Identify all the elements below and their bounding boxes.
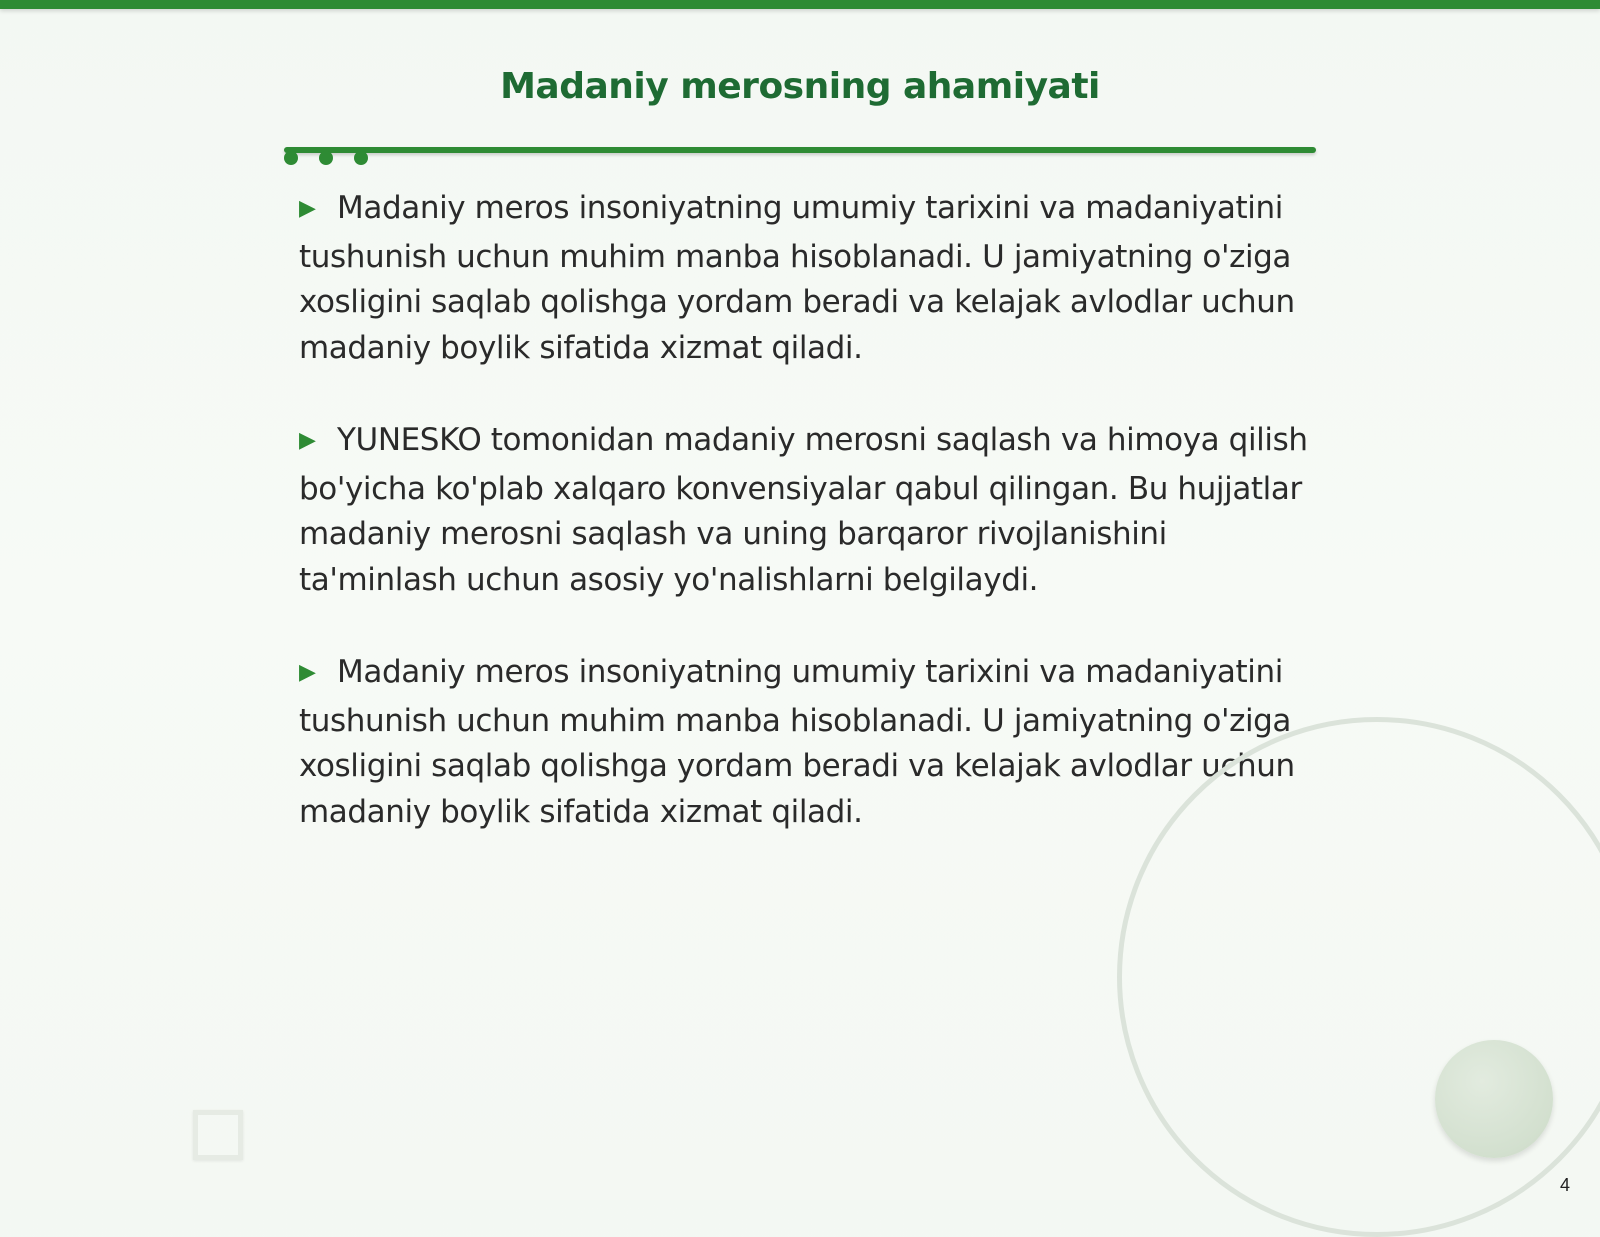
top-accent-bar (0, 0, 1600, 9)
decorative-dot (284, 151, 298, 165)
decorative-dot (319, 151, 333, 165)
decorative-square (193, 1110, 243, 1160)
bullet-item (299, 418, 1309, 603)
bullet-text: YUNESKO tomonidan madaniy merosni saqlash va himoya qilish bo'yicha ko'plab xalqaro konvensiyalar qabul qilingan. Bu hujjatlar madaniy merosni saqlash va uning barqaror rivojlanishini ta'minlash uchun asosiy yo'nalishlarni belgilaydi. (299, 422, 1308, 598)
bullet-item (299, 186, 1309, 371)
bullet-text: Madaniy meros insoniyatning umumiy tarixini va madaniyatini tushunish uchun muhim manba hisoblanadi. U jamiyatning o'ziga xosligini saqlab qolishga yordam beradi va kelajak avlodlar uchun madaniy boylik sifatida xizmat qiladi. (299, 190, 1295, 366)
triangle-bullet-icon: ▶ (299, 196, 316, 221)
slide-title: Madaniy merosning ahamiyati (500, 66, 1100, 107)
title-underline (284, 147, 1316, 153)
triangle-bullet-icon: ▶ (299, 660, 316, 685)
triangle-bullet-icon: ▶ (299, 428, 316, 453)
decorative-dot (354, 151, 368, 165)
page-number: 4 (1559, 1175, 1570, 1195)
decorative-large-circle (1117, 717, 1600, 1237)
bullet-list (299, 186, 1309, 882)
bullet-text: Madaniy meros insoniyatning umumiy tarixini va madaniyatini tushunish uchun muhim manba hisoblanadi. U jamiyatning o'ziga xosligini saqlab qolishga yordam beradi va kelajak avlodlar uchun madaniy boylik sifatida xizmat qiladi. (299, 654, 1295, 830)
bullet-item (299, 650, 1309, 835)
decorative-small-circle (1435, 1040, 1553, 1158)
